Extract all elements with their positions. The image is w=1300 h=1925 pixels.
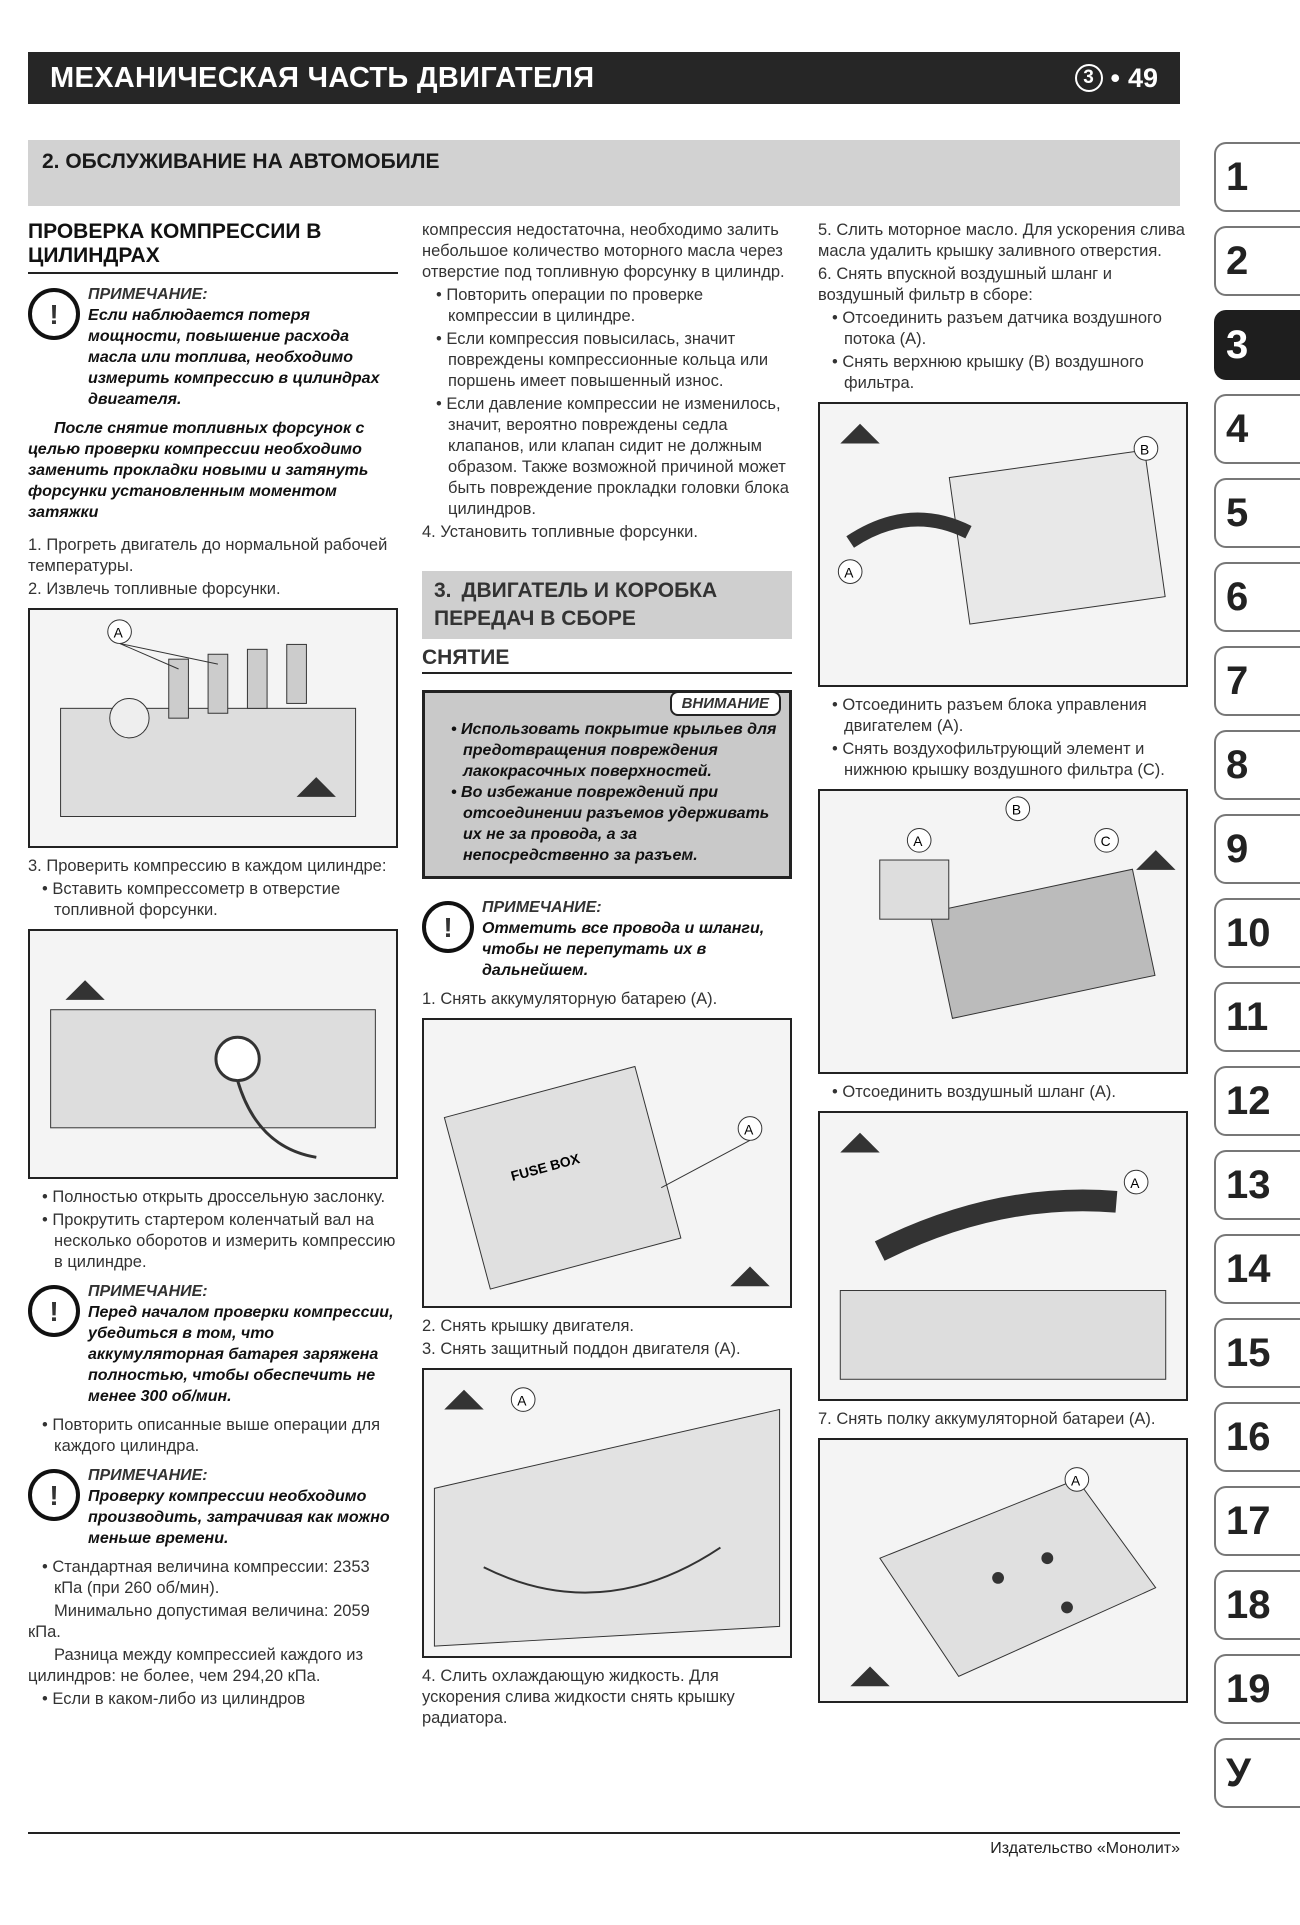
bullet-2: • Если компрессия повысилась, значит повреждены компрессионные кольца или поршень имеет повышенный износ. — [422, 329, 792, 392]
bullet-5: • Стандартная величина компрессии: 2353 кПа (при 260 об/мин). — [28, 1557, 398, 1599]
publisher: Издательство «Монолит» — [990, 1840, 1180, 1857]
tab-3[interactable]: 3 — [1214, 310, 1300, 380]
compressometer-figure — [28, 929, 398, 1179]
warning-2: • Во избежание повреждений при отсоединении разъемов удерживать их не за провода, а за непосредственно за разъем. — [437, 782, 777, 866]
bulb-icon: ! — [28, 288, 80, 340]
tab-1[interactable]: 1 — [1214, 142, 1300, 212]
note-label: ПРИМЕЧАНИЕ: — [482, 899, 602, 916]
bulb-icon: ! — [422, 901, 474, 953]
column-3 — [818, 220, 1188, 1711]
difference-value: Разница между компрессией каждого из цилиндров: не более, чем 294,20 кПа. — [28, 1646, 364, 1685]
svg-text:B: B — [1011, 802, 1022, 818]
arrow-icon — [65, 980, 104, 1000]
step-1-battery: 1. Снять аккумуляторную батарею (A). — [422, 990, 718, 1008]
tab-5[interactable]: 5 — [1214, 478, 1300, 548]
svg-text:A: A — [1070, 1473, 1081, 1489]
bullet-1: • Вставить компрессометр в отверстие топливной форсунки. — [28, 879, 398, 921]
step-2: 2. Извлечь топливные форсунки. — [28, 580, 281, 598]
note-text: Если наблюдается потеря мощности, повышение расхода масла или топлива, необходимо измерить компрессию в цилиндрах двигателя. — [88, 307, 380, 408]
header-title: МЕХАНИЧЕСКАЯ ЧАСТЬ ДВИГАТЕЛЯ — [50, 61, 595, 94]
tab-16[interactable]: 16 — [1214, 1402, 1300, 1472]
tab-8[interactable]: 8 — [1214, 730, 1300, 800]
step-6: 6. Снять впускной воздушный шланг и воздушный фильтр в сборе: — [818, 265, 1113, 304]
svg-text:B: B — [1140, 442, 1150, 458]
tab-appendix[interactable]: У — [1214, 1738, 1300, 1808]
air-filter-cover-figure — [818, 402, 1188, 687]
section-2-title: 2. ОБСЛУЖИВАНИЕ НА АВТОМОБИЛЕ — [28, 140, 1180, 206]
bullet-1: • Повторить операции по проверке компрессии в цилиндре. — [422, 285, 792, 327]
footer-divider — [28, 1832, 1180, 1834]
compression-check-title: ПРОВЕРКА КОМПРЕССИИ В ЦИЛИНДРАХ — [28, 220, 398, 274]
note-4 — [422, 897, 792, 981]
note-text-2: После снятие топливных форсунок с целью проверки компрессии необходимо заменить прокладки новыми и затянуть форсунки установленным моментом затяжки — [28, 420, 369, 521]
note-1 — [28, 284, 398, 410]
air-hose-figure — [818, 1111, 1188, 1401]
bullet-2: • Полностью открыть дроссельную заслонку. — [28, 1187, 398, 1208]
bullet-5: • Отсоединить воздушный шланг (A). — [818, 1082, 1188, 1103]
warning-box — [422, 690, 792, 879]
tab-2[interactable]: 2 — [1214, 226, 1300, 296]
bullet-6: • Если в каком-либо из цилиндров — [28, 1689, 398, 1710]
step-1: 1. Прогреть двигатель до нормальной рабочей температуры. — [28, 536, 388, 575]
tab-11[interactable]: 11 — [1214, 982, 1300, 1052]
note-text: Отметить все провода и шланги, чтобы не перепутать их в дальнейшем. — [482, 920, 765, 979]
chapter-number: 3 — [1075, 64, 1103, 92]
column-2 — [422, 220, 792, 1731]
note-3 — [28, 1465, 398, 1549]
tab-4[interactable]: 4 — [1214, 394, 1300, 464]
bullet-3: • Если давление компрессии не изменилось, значит, вероятно повреждены седла клапанов, или клапан сидит не должным образом. Также возможной причиной может быть повреждение прокладки головки блока цилиндров. — [422, 394, 792, 520]
note-2 — [28, 1281, 398, 1407]
label-a: A — [113, 625, 123, 641]
header-page-info: 3 • 49 — [1075, 63, 1159, 94]
svg-text:A: A — [517, 1393, 527, 1409]
step-5: 5. Слить моторное масло. Для ускорения слива масла удалить крышку заливного отверстия. — [818, 221, 1185, 260]
tab-14[interactable]: 14 — [1214, 1234, 1300, 1304]
injector-figure — [28, 608, 398, 848]
tab-9[interactable]: 9 — [1214, 814, 1300, 884]
note-label: ПРИМЕЧАНИЕ: — [88, 286, 208, 303]
tab-15[interactable]: 15 — [1214, 1318, 1300, 1388]
arrow-icon — [444, 1390, 483, 1410]
continued-text: компрессия недостаточна, необходимо залить небольшое количество моторного масла через отверстие под топливную форсунку в цилиндр. — [422, 221, 785, 281]
chapter-tabs — [1214, 142, 1300, 1822]
removal-subtitle: СНЯТИЕ — [422, 647, 792, 674]
svg-text:A: A — [744, 1122, 754, 1138]
page-number: 49 — [1127, 62, 1158, 93]
bullet-4: • Снять воздухофильтрующий элемент и нижнюю крышку воздушного фильтра (C). — [818, 739, 1188, 781]
page-header — [28, 52, 1180, 104]
step-3: 3. Проверить компрессию в каждом цилиндре: — [28, 857, 387, 875]
svg-text:A: A — [844, 565, 854, 581]
warning-1: • Использовать покрытие крыльев для предотвращения повреждения лакокрасочных поверхностей. — [437, 719, 777, 782]
bullet-4: • Повторить описанные выше операции для каждого цилиндра. — [28, 1415, 398, 1457]
min-value: Минимально допустимая величина: 2059 кПа. — [28, 1602, 370, 1641]
tab-6[interactable]: 6 — [1214, 562, 1300, 632]
tab-12[interactable]: 12 — [1214, 1066, 1300, 1136]
note-label: ПРИМЕЧАНИЕ: — [88, 1467, 208, 1484]
tab-17[interactable]: 17 — [1214, 1486, 1300, 1556]
step-3-pan: 3. Снять защитный поддон двигателя (A). — [422, 1340, 741, 1358]
arrow-icon — [850, 1667, 889, 1687]
svg-text:A: A — [1130, 1175, 1140, 1191]
arrow-icon — [730, 1267, 769, 1287]
tab-13[interactable]: 13 — [1214, 1150, 1300, 1220]
note-text: Проверку компрессии необходимо производить, затрачивая как можно меньше времени. — [88, 1488, 390, 1547]
bullet-1: • Отсоединить разъем датчика воздушного потока (A). — [818, 308, 1188, 350]
warning-label: ВНИМАНИЕ — [670, 691, 781, 716]
column-1 — [28, 220, 398, 1712]
air-filter-element-figure — [818, 789, 1188, 1074]
bulb-icon: ! — [28, 1469, 80, 1521]
svg-text:C: C — [1100, 834, 1111, 850]
step-4-coolant: 4. Слить охлаждающую жидкость. Для ускорения слива жидкости снять крышку радиатора. — [422, 1667, 735, 1727]
arrow-icon — [1136, 850, 1175, 870]
bullet-2: • Снять верхнюю крышку (B) воздушного фильтра. — [818, 352, 1188, 394]
step-7: 7. Снять полку аккумуляторной батареи (A). — [818, 1410, 1156, 1428]
tab-18[interactable]: 18 — [1214, 1570, 1300, 1640]
bulb-icon: ! — [28, 1285, 80, 1337]
note-label: ПРИМЕЧАНИЕ: — [88, 1283, 208, 1300]
arrow-icon — [840, 1133, 879, 1153]
section-3-title: 3. ДВИГАТЕЛЬ И КОРОБКА ПЕРЕДАЧ В СБОРЕ — [422, 571, 792, 639]
note-text: Перед началом проверки компрессии, убедиться в том, что аккумуляторная батарея заряжена полностью, чтобы обеспечить не менее 300 об/мин. — [88, 1304, 394, 1405]
tab-10[interactable]: 10 — [1214, 898, 1300, 968]
svg-text:A: A — [913, 834, 923, 850]
fuse-box-text: FUSE BOX — [509, 1151, 582, 1184]
underbody-figure — [422, 1368, 792, 1658]
bullet-3: • Прокрутить стартером коленчатый вал на несколько оборотов и измерить компрессию в цилиндре. — [28, 1210, 398, 1273]
step-4: 4. Установить топливные форсунки. — [422, 523, 698, 541]
arrow-icon — [840, 424, 879, 444]
battery-tray-figure — [818, 1438, 1188, 1703]
bullet-3: • Отсоединить разъем блока управления двигателем (A). — [818, 695, 1188, 737]
tab-19[interactable]: 19 — [1214, 1654, 1300, 1724]
tab-7[interactable]: 7 — [1214, 646, 1300, 716]
step-2-cover: 2. Снять крышку двигателя. — [422, 1317, 635, 1335]
battery-figure — [422, 1018, 792, 1308]
